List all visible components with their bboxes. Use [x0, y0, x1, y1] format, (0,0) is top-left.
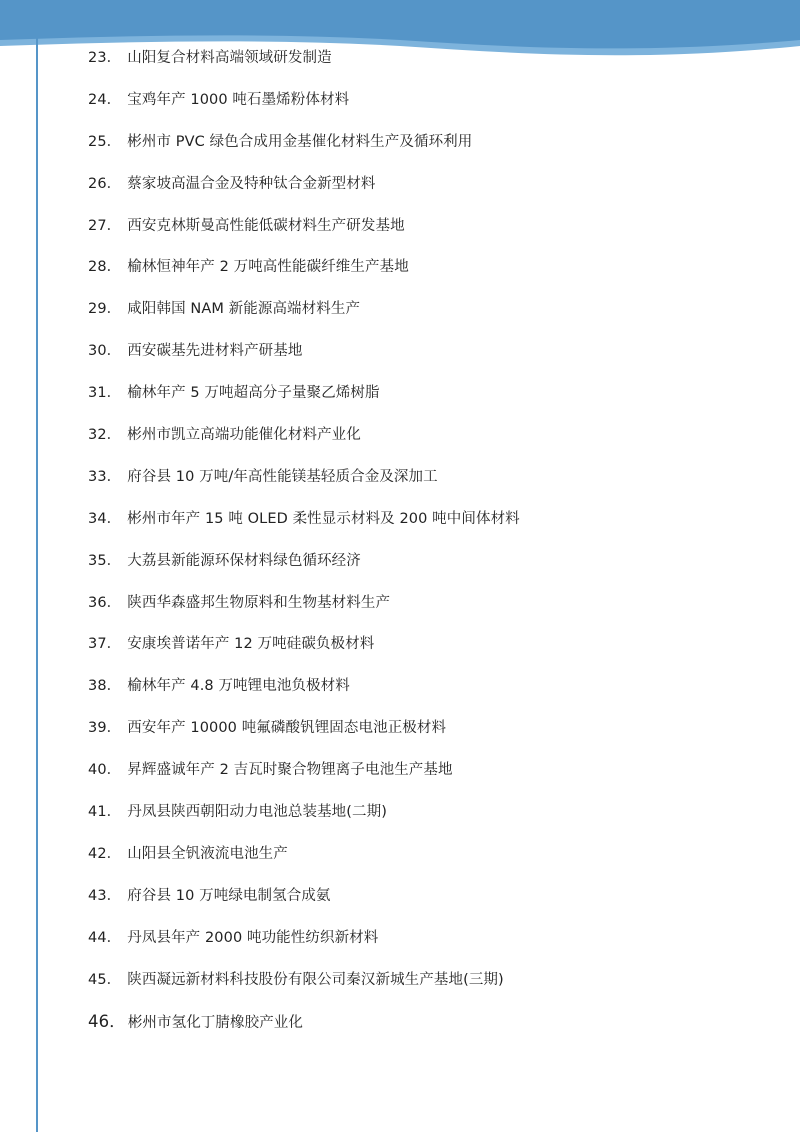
- item-separator: ．: [106, 594, 122, 611]
- item-separator: ．: [106, 91, 122, 108]
- item-number: 30: [88, 343, 107, 360]
- list-item: [88, 457, 778, 499]
- item-number: 24: [88, 91, 107, 108]
- margin-line: [36, 36, 38, 1132]
- item-text: 榆林恒神年产 2 万吨高性能碳纤维生产基地: [127, 259, 409, 276]
- item-separator: ．: [106, 552, 122, 569]
- list-item: [88, 541, 778, 583]
- list-item: [88, 666, 778, 708]
- item-separator: ．: [106, 343, 122, 360]
- item-separator: ．: [106, 133, 122, 150]
- item-text: 西安年产 10000 吨氟磷酸钒锂固态电池正极材料: [127, 720, 447, 737]
- item-text: 山阳县全钒液流电池生产: [127, 845, 288, 862]
- item-separator: ．: [106, 217, 122, 234]
- item-number: 43: [88, 887, 107, 904]
- item-number: 38: [88, 678, 107, 695]
- item-number: 46: [88, 1012, 110, 1032]
- list-item: [88, 1001, 778, 1043]
- project-list: [88, 38, 778, 1043]
- item-separator: ．: [106, 385, 122, 402]
- list-item: [88, 289, 778, 331]
- item-text: 府谷县 10 万吨绿电制氢合成氨: [127, 887, 331, 904]
- list-item: [88, 499, 778, 541]
- item-text: 西安克林斯曼高性能低碳材料生产研发基地: [127, 217, 405, 234]
- list-item: [88, 38, 778, 80]
- item-text: 彬州市氢化丁腈橡胶产业化: [127, 1015, 304, 1032]
- list-item: [88, 122, 778, 164]
- item-number: 23: [88, 50, 107, 66]
- item-number: 45: [88, 971, 107, 988]
- item-number: 37: [88, 636, 107, 653]
- item-separator: ．: [106, 762, 122, 779]
- item-number: 39: [88, 720, 107, 737]
- item-text: 陕西凝远新材料科技股份有限公司秦汉新城生产基地(三期): [127, 971, 504, 988]
- item-number: 29: [88, 301, 107, 318]
- item-separator: ．: [106, 971, 122, 988]
- item-text: 丹凤县陕西朝阳动力电池总装基地(二期): [127, 804, 387, 821]
- item-text: 蔡家坡高温合金及特种钛合金新型材料: [127, 175, 376, 192]
- item-number: 36: [88, 594, 107, 611]
- item-text: 榆林年产 5 万吨超高分子量聚乙烯树脂: [127, 385, 380, 402]
- list-item: [88, 80, 778, 122]
- item-number: 34: [88, 510, 107, 527]
- list-item: [88, 750, 778, 792]
- list-item: [88, 708, 778, 750]
- item-text: 陕西华森盛邦生物原料和生物基材料生产: [127, 594, 391, 611]
- item-separator: ．: [106, 887, 122, 904]
- item-number: 27: [88, 217, 107, 234]
- list-item: [88, 876, 778, 918]
- item-text: 丹凤县年产 2000 吨功能性纺织新材料: [127, 929, 379, 946]
- item-separator: ．: [106, 636, 122, 653]
- item-separator: ．: [106, 50, 122, 66]
- item-separator: ．: [106, 427, 122, 444]
- list-item: [88, 918, 778, 960]
- item-separator: ．: [106, 804, 122, 821]
- list-item: [88, 373, 778, 415]
- item-number: 35: [88, 552, 107, 569]
- item-text: 大荔县新能源环保材料绿色循环经济: [127, 552, 361, 569]
- item-text: 山阳复合材料高端领域研发制造: [127, 50, 332, 66]
- list-item: [88, 960, 778, 1002]
- item-number: 41: [88, 804, 107, 821]
- list-item: [88, 164, 778, 206]
- item-separator: ．: [106, 720, 122, 737]
- item-separator: ．: [106, 301, 122, 318]
- list-item: [88, 834, 778, 876]
- item-number: 26: [88, 175, 107, 192]
- item-separator: ．: [106, 468, 122, 485]
- list-item: [88, 247, 778, 289]
- item-number: 40: [88, 762, 107, 779]
- item-text: 昇辉盛诚年产 2 吉瓦时聚合物锂离子电池生产基地: [127, 762, 453, 779]
- list-item: [88, 415, 778, 457]
- list-item: [88, 792, 778, 834]
- item-separator: ．: [106, 175, 122, 192]
- item-number: 25: [88, 133, 107, 150]
- item-text: 安康埃普诺年产 12 万吨硅碳负极材料: [127, 636, 375, 653]
- item-separator: ．: [109, 1012, 126, 1032]
- item-text: 彬州市凯立高端功能催化材料产业化: [127, 427, 361, 444]
- item-text: 彬州市 PVC 绿色合成用金基催化材料生产及循环利用: [127, 133, 473, 150]
- list-item: [88, 583, 778, 625]
- item-number: 33: [88, 468, 107, 485]
- item-separator: ．: [106, 259, 122, 276]
- item-separator: ．: [106, 929, 122, 946]
- item-text: 彬州市年产 15 吨 OLED 柔性显示材料及 200 吨中间体材料: [127, 510, 520, 527]
- item-number: 32: [88, 427, 107, 444]
- item-text: 咸阳韩国 NAM 新能源高端材料生产: [127, 301, 361, 318]
- item-text: 宝鸡年产 1000 吨石墨烯粉体材料: [127, 91, 350, 108]
- item-number: 31: [88, 385, 107, 402]
- item-number: 42: [88, 845, 107, 862]
- item-number: 44: [88, 929, 107, 946]
- item-separator: ．: [106, 678, 122, 695]
- item-text: 西安碳基先进材料产研基地: [127, 343, 303, 360]
- item-separator: ．: [106, 510, 122, 527]
- item-text: 府谷县 10 万吨/年高性能镁基轻质合金及深加工: [127, 468, 438, 485]
- list-item: [88, 206, 778, 248]
- item-separator: ．: [106, 845, 122, 862]
- list-item: [88, 624, 778, 666]
- list-item: [88, 331, 778, 373]
- item-text: 榆林年产 4.8 万吨锂电池负极材料: [127, 678, 350, 695]
- item-number: 28: [88, 259, 107, 276]
